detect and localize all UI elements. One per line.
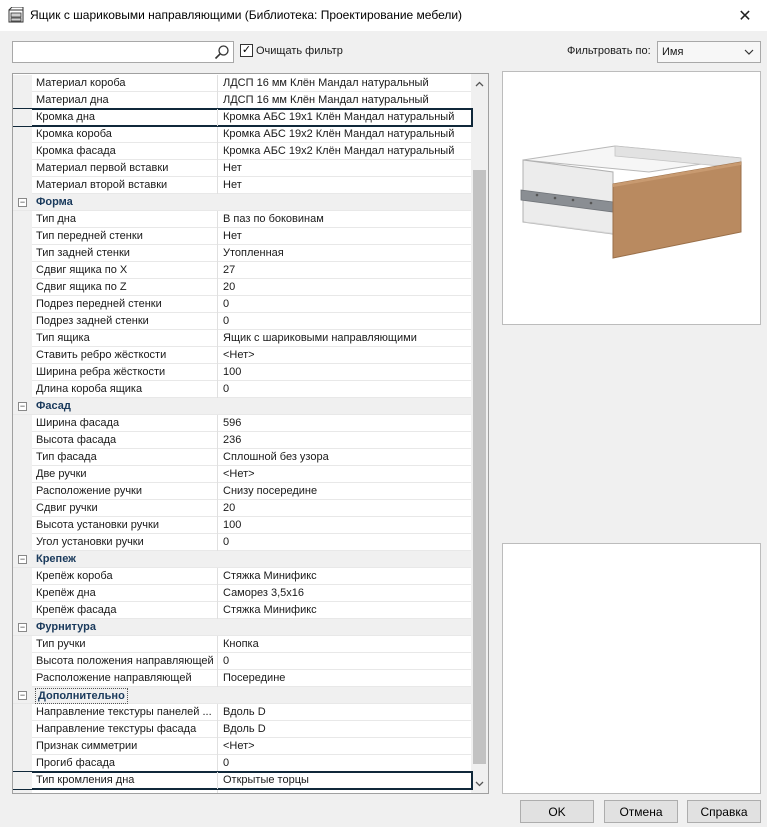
- row-gutter: [13, 653, 32, 670]
- property-value[interactable]: Кнопка: [223, 638, 259, 650]
- property-name: Ставить ребро жёсткости: [32, 347, 218, 364]
- row-gutter: [13, 415, 32, 432]
- property-name: Тип ручки: [32, 636, 218, 653]
- property-value[interactable]: Сплошной без узора: [223, 451, 329, 463]
- row-gutter: [13, 381, 32, 398]
- row-gutter: [13, 109, 32, 126]
- property-row[interactable]: [13, 704, 472, 721]
- property-name: Ширина ребра жёсткости: [32, 364, 218, 381]
- property-value[interactable]: 100: [223, 519, 242, 531]
- row-gutter: [13, 347, 32, 364]
- property-name: Признак симметрии: [32, 738, 218, 755]
- category-row[interactable]: [13, 194, 472, 211]
- property-row[interactable]: [13, 313, 472, 330]
- row-gutter: [13, 75, 32, 92]
- property-row[interactable]: [13, 75, 472, 92]
- property-value[interactable]: <Нет>: [223, 468, 255, 480]
- property-value[interactable]: Кромка АБС 19x2 Клён Мандал натуральный: [223, 128, 455, 140]
- scroll-thumb[interactable]: [473, 170, 486, 764]
- row-gutter: [13, 534, 32, 551]
- property-value[interactable]: Кромка АБС 19x1 Клён Мандал натуральный: [223, 111, 455, 123]
- property-row[interactable]: [13, 296, 472, 313]
- property-name: Материал короба: [32, 75, 218, 92]
- row-gutter: [13, 449, 32, 466]
- property-row[interactable]: [13, 126, 472, 143]
- chevron-down-icon: [743, 46, 755, 58]
- property-value[interactable]: Открытые торцы: [223, 774, 309, 786]
- ok-button[interactable]: OK: [520, 800, 594, 823]
- category-label: Фурнитура: [36, 621, 96, 633]
- category-row[interactable]: [13, 687, 472, 704]
- property-value[interactable]: 0: [223, 536, 230, 548]
- property-name: Расположение направляющей: [32, 670, 218, 687]
- property-value[interactable]: Нет: [223, 179, 242, 191]
- property-name: Материал дна: [32, 92, 218, 109]
- property-row[interactable]: [13, 653, 472, 670]
- row-gutter: [13, 568, 32, 585]
- property-row[interactable]: [13, 500, 472, 517]
- property-name: Крепёж дна: [32, 585, 218, 602]
- property-row[interactable]: [13, 517, 472, 534]
- row-gutter: [13, 602, 32, 619]
- vertical-scrollbar[interactable]: [471, 74, 488, 793]
- property-row[interactable]: [13, 279, 472, 296]
- property-row[interactable]: [13, 534, 472, 551]
- search-input[interactable]: [12, 41, 234, 63]
- property-value[interactable]: 20: [223, 281, 236, 293]
- row-gutter: [13, 262, 32, 279]
- collapse-minus-icon[interactable]: −: [19, 197, 26, 207]
- property-name: Тип ящика: [32, 330, 218, 347]
- property-row[interactable]: [13, 738, 472, 755]
- property-value[interactable]: Нет: [223, 230, 242, 242]
- property-row[interactable]: [13, 92, 472, 109]
- property-name: Сдвиг ящика по X: [32, 262, 218, 279]
- property-row[interactable]: [13, 432, 472, 449]
- property-row[interactable]: [13, 330, 472, 347]
- property-name: Направление текстуры фасада: [32, 721, 218, 738]
- collapse-minus-icon[interactable]: −: [19, 622, 26, 632]
- row-gutter: [13, 721, 32, 738]
- property-value[interactable]: 27: [223, 264, 236, 276]
- property-value[interactable]: Вдоль D: [223, 706, 266, 718]
- row-gutter: [13, 636, 32, 653]
- property-name: Тип передней стенки: [32, 228, 218, 245]
- property-name: Направление текстуры панелей ...: [32, 704, 218, 721]
- row-gutter: [13, 228, 32, 245]
- row-gutter: [13, 296, 32, 313]
- collapse-minus-icon[interactable]: −: [19, 554, 26, 564]
- property-name: Высота положения направляющей: [32, 653, 218, 670]
- row-gutter: [13, 143, 32, 160]
- secondary-preview: [502, 543, 761, 794]
- property-value[interactable]: 0: [223, 298, 230, 310]
- property-name: Крепёж короба: [32, 568, 218, 585]
- property-name: Прогиб фасада: [32, 755, 218, 772]
- close-button[interactable]: [723, 0, 767, 31]
- cancel-button[interactable]: Отмена: [604, 800, 678, 823]
- row-gutter: [13, 517, 32, 534]
- property-name: Расположение ручки: [32, 483, 218, 500]
- scroll-down-button[interactable]: [471, 775, 488, 792]
- help-button[interactable]: Справка: [687, 800, 761, 823]
- property-row[interactable]: [13, 568, 472, 585]
- property-value[interactable]: <Нет>: [223, 740, 255, 752]
- property-value[interactable]: <Нет>: [223, 349, 255, 361]
- property-row[interactable]: [13, 211, 472, 228]
- drawer-3d-image: [503, 72, 760, 324]
- property-value[interactable]: 236: [223, 434, 242, 446]
- category-row[interactable]: [13, 551, 472, 568]
- row-gutter: [13, 670, 32, 687]
- property-name: Угол установки ручки: [32, 534, 218, 551]
- property-row[interactable]: [13, 245, 472, 262]
- row-gutter: [13, 126, 32, 143]
- chevron-up-icon: [475, 81, 484, 87]
- magnifier-icon[interactable]: [214, 44, 230, 60]
- row-gutter: [13, 500, 32, 517]
- property-row[interactable]: [13, 466, 472, 483]
- property-name: Высота фасада: [32, 432, 218, 449]
- property-name: Кромка фасада: [32, 143, 218, 160]
- row-gutter: [13, 364, 32, 381]
- row-gutter: [13, 466, 32, 483]
- row-gutter: [13, 245, 32, 262]
- property-value[interactable]: В паз по боковинам: [223, 213, 324, 225]
- row-gutter: [13, 160, 32, 177]
- property-name: Длина короба ящика: [32, 381, 218, 398]
- window-title: Ящик с шариковыми направляющими (Библиотека: Проектирование мебели): [30, 8, 463, 22]
- property-row[interactable]: [13, 364, 472, 381]
- property-value[interactable]: Нет: [223, 162, 242, 174]
- property-row-highlighted[interactable]: [13, 109, 472, 126]
- property-value[interactable]: 0: [223, 655, 230, 667]
- property-value[interactable]: [219, 789, 472, 794]
- category-row[interactable]: [13, 398, 472, 415]
- property-name: Подрез передней стенки: [32, 296, 218, 313]
- row-gutter: [13, 704, 32, 721]
- scroll-up-button[interactable]: [471, 75, 488, 92]
- filter-by-value: Имя: [662, 46, 684, 58]
- property-value[interactable]: ЛДСП 16 мм Клён Мандал натуральный: [223, 77, 429, 89]
- checkbox-box[interactable]: [240, 44, 253, 57]
- drawer-preview: [502, 71, 761, 325]
- property-name: Материал второй вставки: [32, 177, 218, 194]
- property-row[interactable]: [13, 602, 472, 619]
- property-row[interactable]: [13, 160, 472, 177]
- property-row[interactable]: [13, 177, 472, 194]
- row-gutter: [13, 177, 32, 194]
- property-name: Кромка дна: [32, 109, 218, 126]
- chevron-down-icon: [475, 781, 484, 787]
- property-name: Материал первой вставки: [32, 160, 218, 177]
- property-row-highlighted[interactable]: [13, 772, 472, 789]
- drawer-app-icon: [8, 7, 24, 23]
- property-row[interactable]: [13, 636, 472, 653]
- property-row[interactable]: [13, 585, 472, 602]
- checkmark-icon: ✓: [241, 44, 252, 56]
- row-gutter: [13, 313, 32, 330]
- category-label: Фасад: [36, 400, 71, 412]
- property-name: Тип кромления дна: [32, 772, 218, 789]
- property-value[interactable]: Ящик с шариковыми направляющими: [223, 332, 417, 344]
- property-name: Тип задней стенки: [32, 245, 218, 262]
- filter-by-label: Фильтровать по:: [567, 45, 651, 57]
- property-row[interactable]: [13, 415, 472, 432]
- row-gutter: [13, 585, 32, 602]
- property-name: [32, 789, 218, 794]
- property-row[interactable]: [13, 381, 472, 398]
- property-value[interactable]: 596: [223, 417, 242, 429]
- property-name: Тип фасада: [32, 449, 218, 466]
- property-value[interactable]: Саморез 3,5x16: [223, 587, 304, 599]
- property-row[interactable]: [13, 721, 472, 738]
- category-label: Форма: [36, 196, 73, 208]
- property-value[interactable]: Кромка АБС 19x2 Клён Мандал натуральный: [223, 145, 455, 157]
- property-row[interactable]: [13, 789, 472, 794]
- clear-filter-label: Очищать фильтр: [256, 44, 343, 57]
- property-value[interactable]: Стяжка Минификс: [223, 570, 317, 582]
- title-bar: [0, 0, 767, 31]
- collapse-minus-icon[interactable]: −: [19, 401, 26, 411]
- property-value[interactable]: 0: [223, 757, 230, 769]
- row-gutter: [13, 211, 32, 228]
- row-gutter: [13, 279, 32, 296]
- row-gutter: [13, 432, 32, 449]
- property-name: Две ручки: [32, 466, 218, 483]
- property-name: Сдвиг ящика по Z: [32, 279, 218, 296]
- property-row[interactable]: [13, 228, 472, 245]
- property-name: Подрез задней стенки: [32, 313, 218, 330]
- property-value[interactable]: Снизу посередине: [223, 485, 318, 497]
- row-gutter: [13, 738, 32, 755]
- property-value[interactable]: Утопленная: [223, 247, 284, 259]
- row-gutter: [13, 483, 32, 500]
- property-name: Тип дна: [32, 211, 218, 228]
- property-rows: [13, 75, 472, 794]
- property-row[interactable]: [13, 755, 472, 772]
- property-name: Крепёж фасада: [32, 602, 218, 619]
- filter-by-select[interactable]: [657, 41, 761, 63]
- row-gutter: [13, 92, 32, 109]
- property-value[interactable]: Посередине: [223, 672, 286, 684]
- property-value[interactable]: 100: [223, 366, 242, 378]
- property-value[interactable]: ЛДСП 16 мм Клён Мандал натуральный: [223, 94, 429, 106]
- property-grid[interactable]: [12, 73, 489, 794]
- row-gutter: [13, 330, 32, 347]
- property-row[interactable]: [13, 670, 472, 687]
- property-row[interactable]: [13, 347, 472, 364]
- close-icon: ✕: [738, 7, 752, 25]
- property-name: Высота установки ручки: [32, 517, 218, 534]
- property-value[interactable]: 0: [223, 383, 230, 395]
- clear-filter-checkbox[interactable]: [240, 44, 343, 57]
- property-value[interactable]: Стяжка Минификс: [223, 604, 317, 616]
- category-row[interactable]: [13, 619, 472, 636]
- property-name: Сдвиг ручки: [32, 500, 218, 517]
- row-gutter: [13, 772, 32, 789]
- property-name: Ширина фасада: [32, 415, 218, 432]
- property-name: Кромка короба: [32, 126, 218, 143]
- row-gutter: [13, 789, 32, 794]
- row-gutter: [13, 755, 32, 772]
- property-value[interactable]: 0: [223, 315, 230, 327]
- category-label: Дополнительно: [35, 688, 128, 704]
- property-row[interactable]: [13, 262, 472, 279]
- category-label: Крепеж: [36, 553, 76, 565]
- property-row[interactable]: [13, 143, 472, 160]
- property-value[interactable]: Вдоль D: [223, 723, 266, 735]
- property-value[interactable]: 20: [223, 502, 236, 514]
- property-row[interactable]: [13, 449, 472, 466]
- property-row[interactable]: [13, 483, 472, 500]
- collapse-minus-icon[interactable]: −: [19, 690, 26, 700]
